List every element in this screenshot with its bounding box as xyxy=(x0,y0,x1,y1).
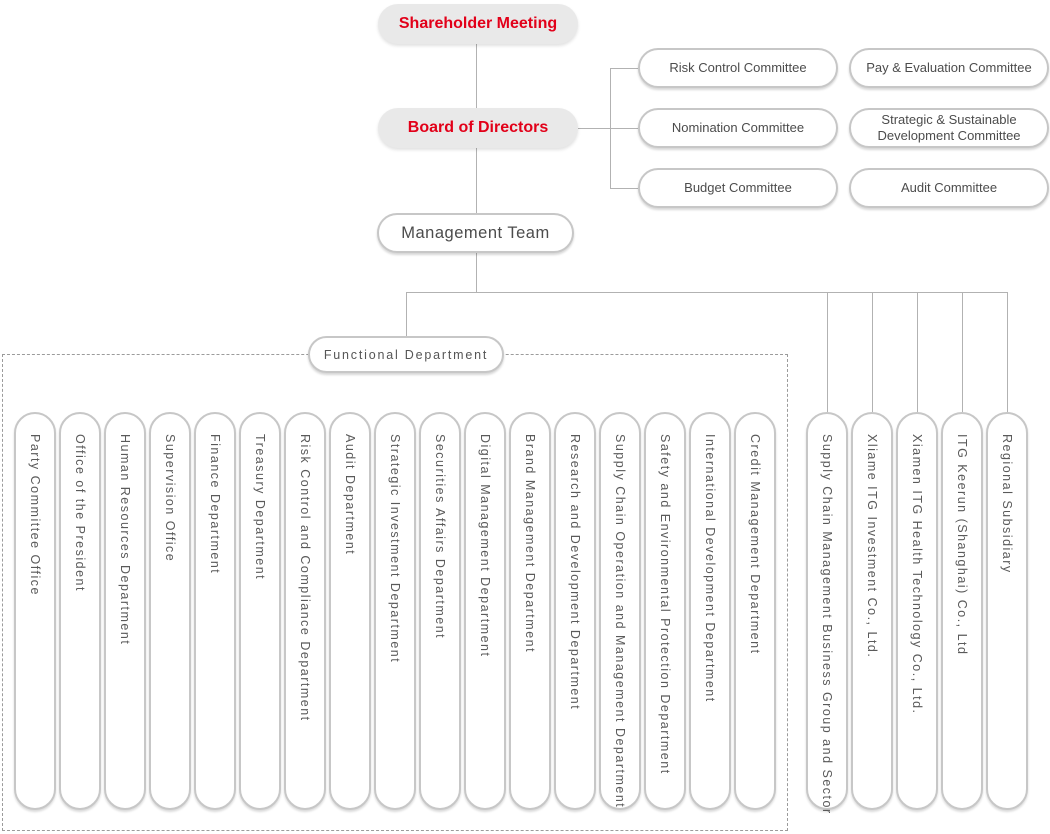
department-pill xyxy=(689,412,731,810)
committee-pill: Pay & Evaluation Committee xyxy=(849,48,1049,88)
department-pill xyxy=(329,412,371,810)
connector-board-committees xyxy=(578,128,610,129)
department-label: International Development Department xyxy=(703,434,717,703)
subsidiary-pill xyxy=(986,412,1028,810)
department-label: Research and Development Department xyxy=(568,434,582,711)
department-label: Credit Management Department xyxy=(748,434,762,655)
subsidiary-label: Xiamen ITG Health Technology Co., Ltd. xyxy=(910,434,924,715)
department-label: Safety and Environmental Protection Department xyxy=(658,434,672,775)
connector-committee-stub-1 xyxy=(610,68,638,69)
department-pill xyxy=(509,412,551,810)
department-label: Securities Affairs Department xyxy=(433,434,447,640)
department-pill xyxy=(149,412,191,810)
department-label: Human Resources Department xyxy=(118,434,132,646)
subsidiary-label: Supply Chain Management Business Group and Sector xyxy=(820,434,834,815)
department-label: Office of the President xyxy=(73,434,87,592)
department-label: Risk Control and Compliance Department xyxy=(298,434,312,722)
department-label: Finance Department xyxy=(208,434,222,575)
department-label: Party Committee Office xyxy=(28,434,42,596)
committee-pill: Strategic & Sustainable Development Committee xyxy=(849,108,1049,148)
connector-shareholder-board xyxy=(476,44,477,108)
subsidiary-pill xyxy=(851,412,893,810)
connector-committee-stub-3 xyxy=(610,188,638,189)
department-pill xyxy=(599,412,641,810)
department-label: Supervision Office xyxy=(163,434,177,563)
department-pill xyxy=(464,412,506,810)
department-pill xyxy=(734,412,776,810)
connector-subsidiary-drop-4 xyxy=(962,292,963,412)
connector-committee-stub-2 xyxy=(610,128,638,129)
connector-subsidiary-drop-3 xyxy=(917,292,918,412)
subsidiary-label: Xliame ITG Investment Co., Ltd. xyxy=(865,434,879,659)
committee-pill: Budget Committee xyxy=(638,168,838,208)
department-pill xyxy=(239,412,281,810)
department-label: Audit Department xyxy=(343,434,357,556)
subsidiary-pill xyxy=(896,412,938,810)
department-label: Treasury Department xyxy=(253,434,267,581)
connector-subsidiary-drop-1 xyxy=(827,292,828,412)
subsidiary-pill xyxy=(941,412,983,810)
department-pill xyxy=(14,412,56,810)
subsidiary-label: Regional Subsidiary xyxy=(1000,434,1014,574)
node-functional-department: Functional Department xyxy=(308,336,504,373)
department-pill xyxy=(104,412,146,810)
department-pill xyxy=(644,412,686,810)
committee-pill: Audit Committee xyxy=(849,168,1049,208)
department-pill xyxy=(59,412,101,810)
department-label: Digital Management Department xyxy=(478,434,492,658)
department-label: Brand Management Department xyxy=(523,434,537,654)
subsidiary-pill xyxy=(806,412,848,815)
committee-pill: Risk Control Committee xyxy=(638,48,838,88)
committee-pill: Nomination Committee xyxy=(638,108,838,148)
connector-management-down xyxy=(476,253,477,292)
department-pill xyxy=(194,412,236,810)
connector-functional-drop xyxy=(406,292,407,336)
department-label: Supply Chain Operation and Management Department xyxy=(613,434,627,809)
department-pill xyxy=(554,412,596,810)
node-board-of-directors: Board of Directors xyxy=(378,108,578,148)
connector-subsidiary-drop-5 xyxy=(1007,292,1008,412)
node-shareholder-meeting: Shareholder Meeting xyxy=(378,4,578,44)
department-label: Strategic Investment Department xyxy=(388,434,402,664)
department-pill xyxy=(284,412,326,810)
connector-subsidiary-drop-2 xyxy=(872,292,873,412)
node-management-team: Management Team xyxy=(377,213,574,253)
department-pill xyxy=(374,412,416,810)
connector-board-management xyxy=(476,148,477,213)
department-pill xyxy=(419,412,461,810)
subsidiary-label: ITG Keerun (Shanghai) Co., Ltd xyxy=(955,434,969,656)
